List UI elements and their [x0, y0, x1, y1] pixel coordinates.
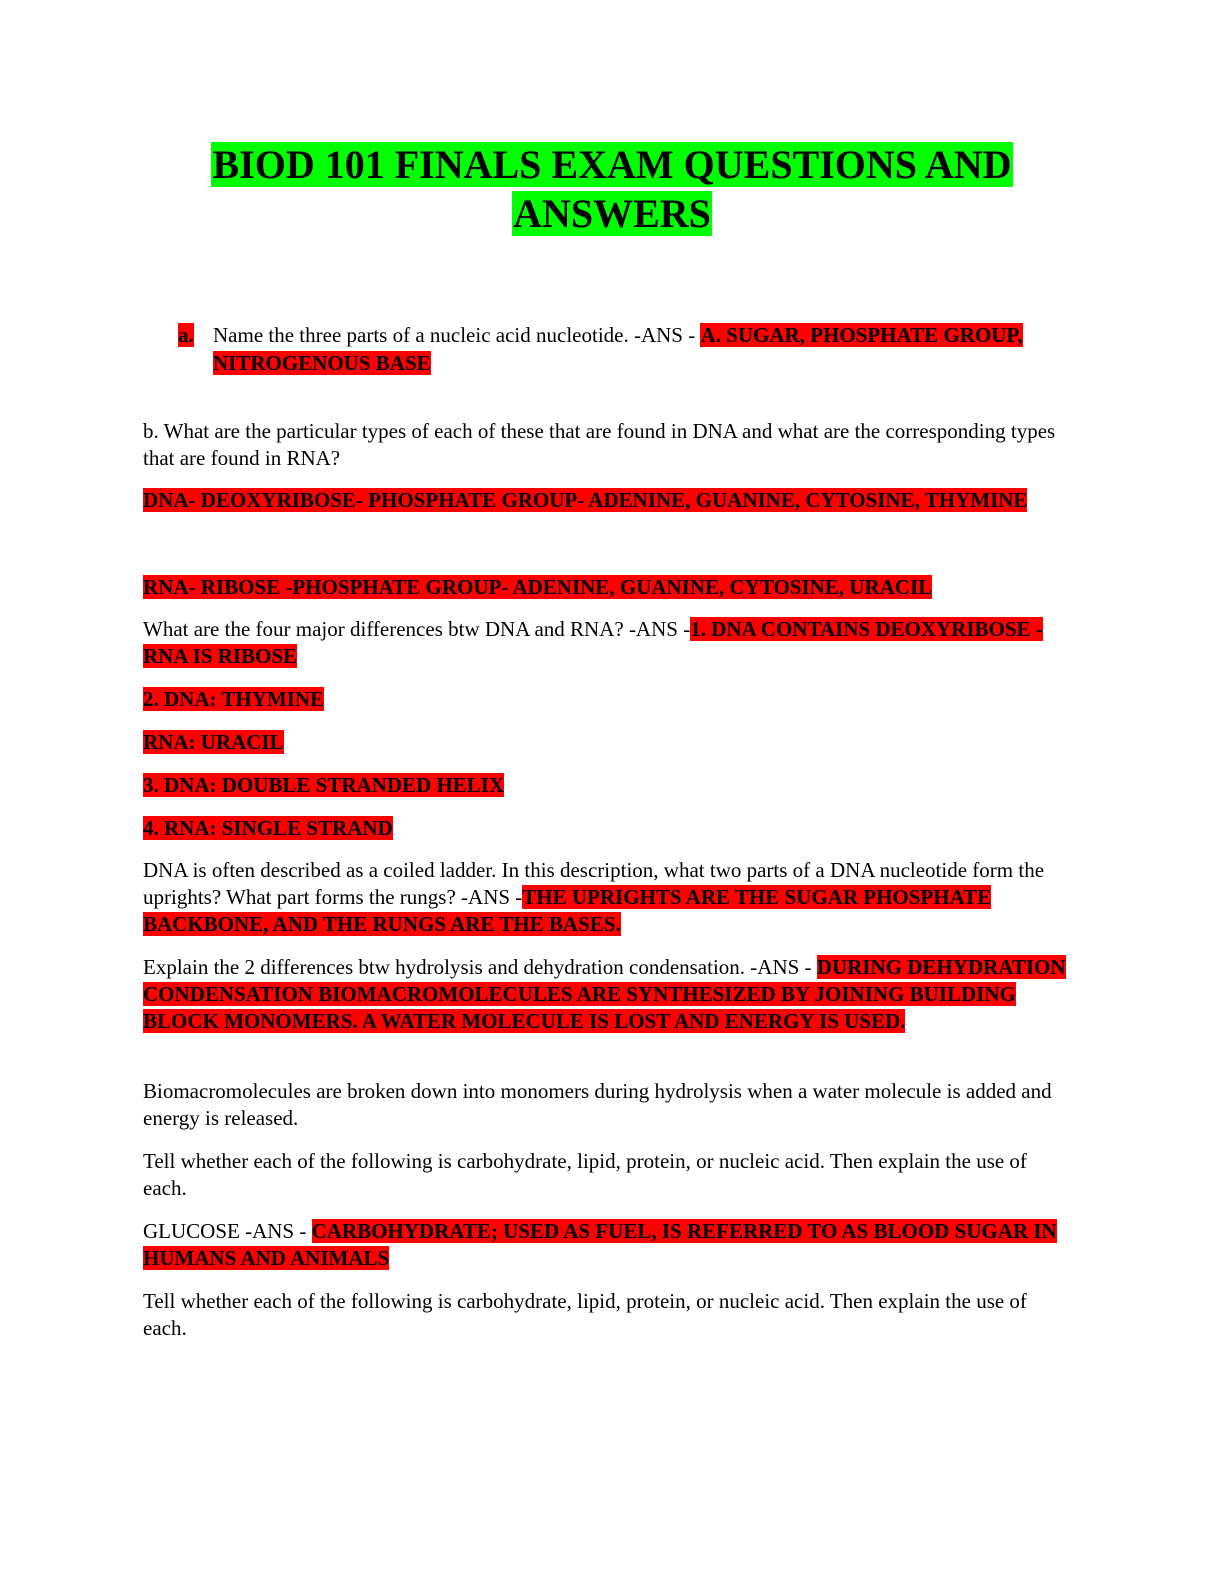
list-marker-a: a.: [178, 323, 194, 347]
question-b: [143, 418, 1073, 472]
question-differences-text: What are the four major differences btw DNA and RNA? -ANS -: [143, 617, 691, 641]
question-ladder: [143, 857, 1073, 938]
question-classify-2-text: Tell whether each of the following is carbohydrate, lipid, protein, or nucleic acid. Then explain the use of each.: [143, 1289, 1027, 1340]
question-differences: [143, 616, 1073, 670]
answer-glucose: CARBOHYDRATE; USED AS FUEL, IS REFERRED TO AS BLOOD SUGAR IN HUMANS AND ANIMALS: [143, 1219, 1057, 1270]
answer-difference-1: 1. DNA CONTAINS DEOXYRIBOSE - RNA IS RIBOSE: [143, 617, 1043, 668]
hydrolysis-followup: [143, 1078, 1073, 1132]
answer-b-dna: DNA- DEOXYRIBOSE- PHOSPHATE GROUP- ADENINE, GUANINE, CYTOSINE, THYMINE: [143, 488, 1028, 512]
answer-difference-3-line: [143, 729, 1073, 756]
answer-difference-4: 3. DNA: DOUBLE STRANDED HELIX: [143, 773, 505, 797]
page-title: [0, 140, 1224, 238]
question-hydrolysis: [143, 954, 1073, 1035]
answer-a: A. SUGAR, PHOSPHATE GROUP, NITROGENOUS BASE: [213, 323, 1023, 375]
question-a: [213, 321, 1073, 377]
question-b-text: b. What are the particular types of each of these that are found in DNA and what are the corresponding types that are found in RNA?: [143, 419, 1056, 470]
question-hydrolysis-text: Explain the 2 differences btw hydrolysis and dehydration condensation. -ANS -: [143, 955, 817, 979]
answer-ladder: THE UPRIGHTS ARE THE SUGAR PHOSPHATE BACKBONE, AND THE RUNGS ARE THE BASES.: [143, 885, 992, 936]
hydrolysis-followup-text: Biomacromolecules are broken down into monomers during hydrolysis when a water molecule is added and energy is released.: [143, 1079, 1052, 1130]
answer-b-dna-line: [143, 487, 1073, 514]
title-line-1: BIOD 101 FINALS EXAM QUESTIONS AND: [212, 142, 1012, 187]
answer-difference-2: 2. DNA: THYMINE: [143, 687, 325, 711]
question-a-text: Name the three parts of a nucleic acid nucleotide. -ANS -: [213, 323, 701, 347]
answer-difference-5: 4. RNA: SINGLE STRAND: [143, 816, 393, 840]
question-ladder-text: DNA is often described as a coiled ladder. In this description, what two parts of a DNA nucleotide form the uprights? What part forms the rungs? -ANS -: [143, 858, 1045, 909]
answer-b-rna-line: [143, 574, 1073, 601]
title-line-2: ANSWERS: [513, 191, 711, 236]
question-classify-1-text: Tell whether each of the following is carbohydrate, lipid, protein, or nucleic acid. Then explain the use of each.: [143, 1149, 1027, 1200]
answer-difference-3: RNA: URACIL: [143, 730, 284, 754]
answer-difference-5-line: [143, 815, 1073, 842]
answer-difference-4-line: [143, 772, 1073, 799]
question-classify-2: [143, 1288, 1073, 1342]
question-glucose-text: GLUCOSE -ANS -: [143, 1219, 312, 1243]
answer-difference-2-line: [143, 686, 1073, 713]
question-classify-1: [143, 1148, 1073, 1202]
question-glucose: [143, 1218, 1073, 1272]
answer-b-rna: RNA- RIBOSE -PHOSPHATE GROUP- ADENINE, GUANINE, CYTOSINE, URACIL: [143, 575, 933, 599]
answer-hydrolysis: DURING DEHYDRATION CONDENSATION BIOMACROMOLECULES ARE SYNTHESIZED BY JOINING BUILDING BLOCK MONOMERS. A WATER MOLECULE IS LOST AND ENERGY IS USED.: [143, 955, 1066, 1033]
